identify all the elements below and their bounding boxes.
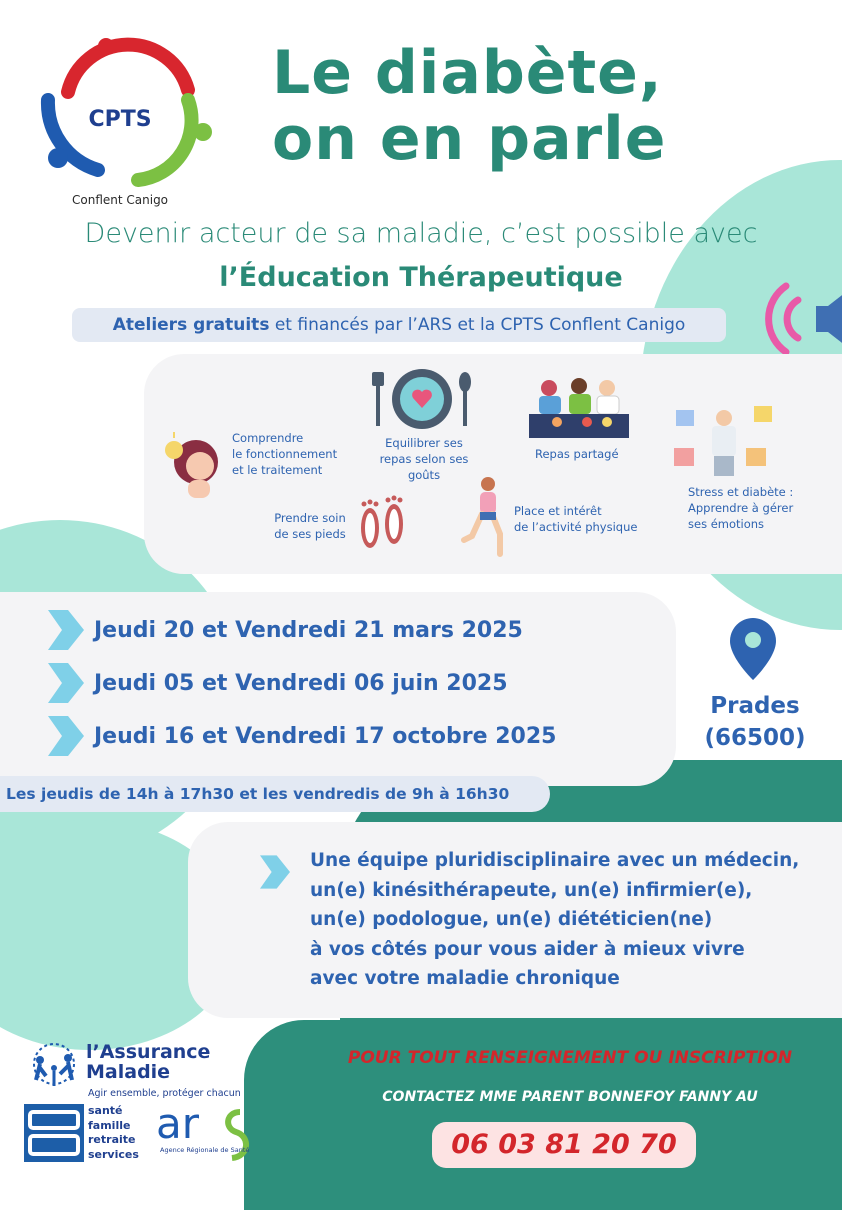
team-line: Une équipe pluridisciplinaire avec un médecin, xyxy=(310,850,800,871)
stress-emotions-icon xyxy=(670,402,778,478)
subtitle: Devenir acteur de sa maladie, c’est possible avec xyxy=(84,218,758,249)
msa-line: famille xyxy=(88,1118,131,1132)
assurance-maladie-name xyxy=(86,1042,210,1082)
date-text: Jeudi 05 et Vendredi 06 juin 2025 xyxy=(94,670,508,696)
msa-logo xyxy=(24,1104,84,1162)
activity-line: goûts xyxy=(407,468,441,482)
speaker-icon xyxy=(756,276,842,360)
msa-line: services xyxy=(88,1147,139,1161)
brain-person-icon xyxy=(160,428,222,500)
title-line: on en parle xyxy=(272,104,667,174)
location-text xyxy=(690,690,820,754)
contact-headline: POUR TOUT RENSEIGNEMENT OU INSCRIPTION xyxy=(347,1048,793,1068)
activity-comprendre xyxy=(232,430,337,478)
activity-line: Comprendre xyxy=(232,431,304,445)
date-text: Jeudi 20 et Vendredi 21 mars 2025 xyxy=(94,617,523,643)
msa-text xyxy=(88,1104,139,1162)
ars-subtitle: Agence Régionale de Santé xyxy=(160,1146,250,1154)
ars-logo xyxy=(156,1100,266,1164)
contact-line: CONTACTEZ MME PARENT BONNEFOY FANNY AU xyxy=(382,1089,758,1105)
location-pin-icon xyxy=(730,618,776,680)
msa-line: santé xyxy=(88,1104,123,1117)
date-text: Jeudi 16 et Vendredi 17 octobre 2025 xyxy=(94,723,557,749)
assurance-maladie-tagline: Agir ensemble, protéger chacun xyxy=(88,1088,241,1099)
team-line: à vos côtés pour vous aider à mieux vivre xyxy=(310,938,745,960)
logo-caption: Conflent Canigo xyxy=(72,193,169,207)
activity-line: Prendre soin xyxy=(274,511,346,525)
location-city: Prades xyxy=(710,693,800,719)
chevron-right-icon xyxy=(48,663,84,703)
activity-line: et le traitement xyxy=(232,463,323,477)
chevron-right-icon xyxy=(48,716,84,756)
plate-heart-icon xyxy=(370,368,474,430)
date-row xyxy=(48,663,508,703)
svg-text:ar: ar xyxy=(156,1100,200,1148)
activity-repas xyxy=(374,435,474,483)
title-line: Le diabète, xyxy=(272,38,663,108)
msa-line: retraite xyxy=(88,1133,136,1146)
activity-line: de ses pieds xyxy=(274,527,346,541)
date-row xyxy=(48,610,523,650)
activity-line: Stress et diabète : xyxy=(688,485,794,499)
activity-stress xyxy=(688,484,793,532)
ateliers-rest: et financés par l’ARS et la CPTS Conflent Canigo xyxy=(269,315,686,335)
activity-line: Apprendre à gérer xyxy=(688,501,794,515)
team-description xyxy=(310,846,830,994)
subtitle-bold: l’Éducation Thérapeutique xyxy=(219,262,623,293)
cpts-logo xyxy=(38,30,218,210)
am-line: l’Assurance xyxy=(86,1041,211,1063)
activity-pieds xyxy=(270,510,350,542)
shared-meal-icon xyxy=(527,376,631,440)
feet-icon xyxy=(356,494,408,554)
ateliers-bold: Ateliers gratuits xyxy=(112,315,270,335)
activity-line: Equilibrer ses xyxy=(385,436,463,450)
activity-physique xyxy=(514,503,637,535)
activity-line: ses émotions xyxy=(688,517,765,531)
date-row xyxy=(48,716,556,756)
activity-line: le fonctionnement xyxy=(232,447,338,461)
activity-line: repas selon ses xyxy=(379,452,469,466)
activity-line: de l’activité physique xyxy=(514,520,638,534)
team-line: un(e) podologue, un(e) diététicien(ne) xyxy=(310,909,713,930)
team-line: avec votre maladie chronique xyxy=(310,968,620,989)
runner-icon xyxy=(460,476,510,560)
activity-repas-partage xyxy=(535,446,619,462)
assurance-maladie-logo-icon xyxy=(24,1040,84,1094)
team-line: un(e) kinésithérapeute, un(e) infirmier(e), xyxy=(310,879,753,901)
activity-line: Repas partagé xyxy=(535,447,619,461)
am-line: Maladie xyxy=(86,1061,171,1083)
activity-line: Place et intérêt xyxy=(514,504,602,518)
chevron-right-icon xyxy=(48,610,84,650)
ateliers-banner xyxy=(72,308,726,342)
chevron-right-icon xyxy=(260,854,290,890)
hours-banner: Les jeudis de 14h à 17h30 et les vendredis de 9h à 16h30 xyxy=(0,776,550,812)
logo-acronym: CPTS xyxy=(88,107,152,132)
page-title xyxy=(272,40,792,172)
location-postcode: (66500) xyxy=(704,725,806,751)
phone-number[interactable]: 06 03 81 20 70 xyxy=(432,1122,696,1168)
